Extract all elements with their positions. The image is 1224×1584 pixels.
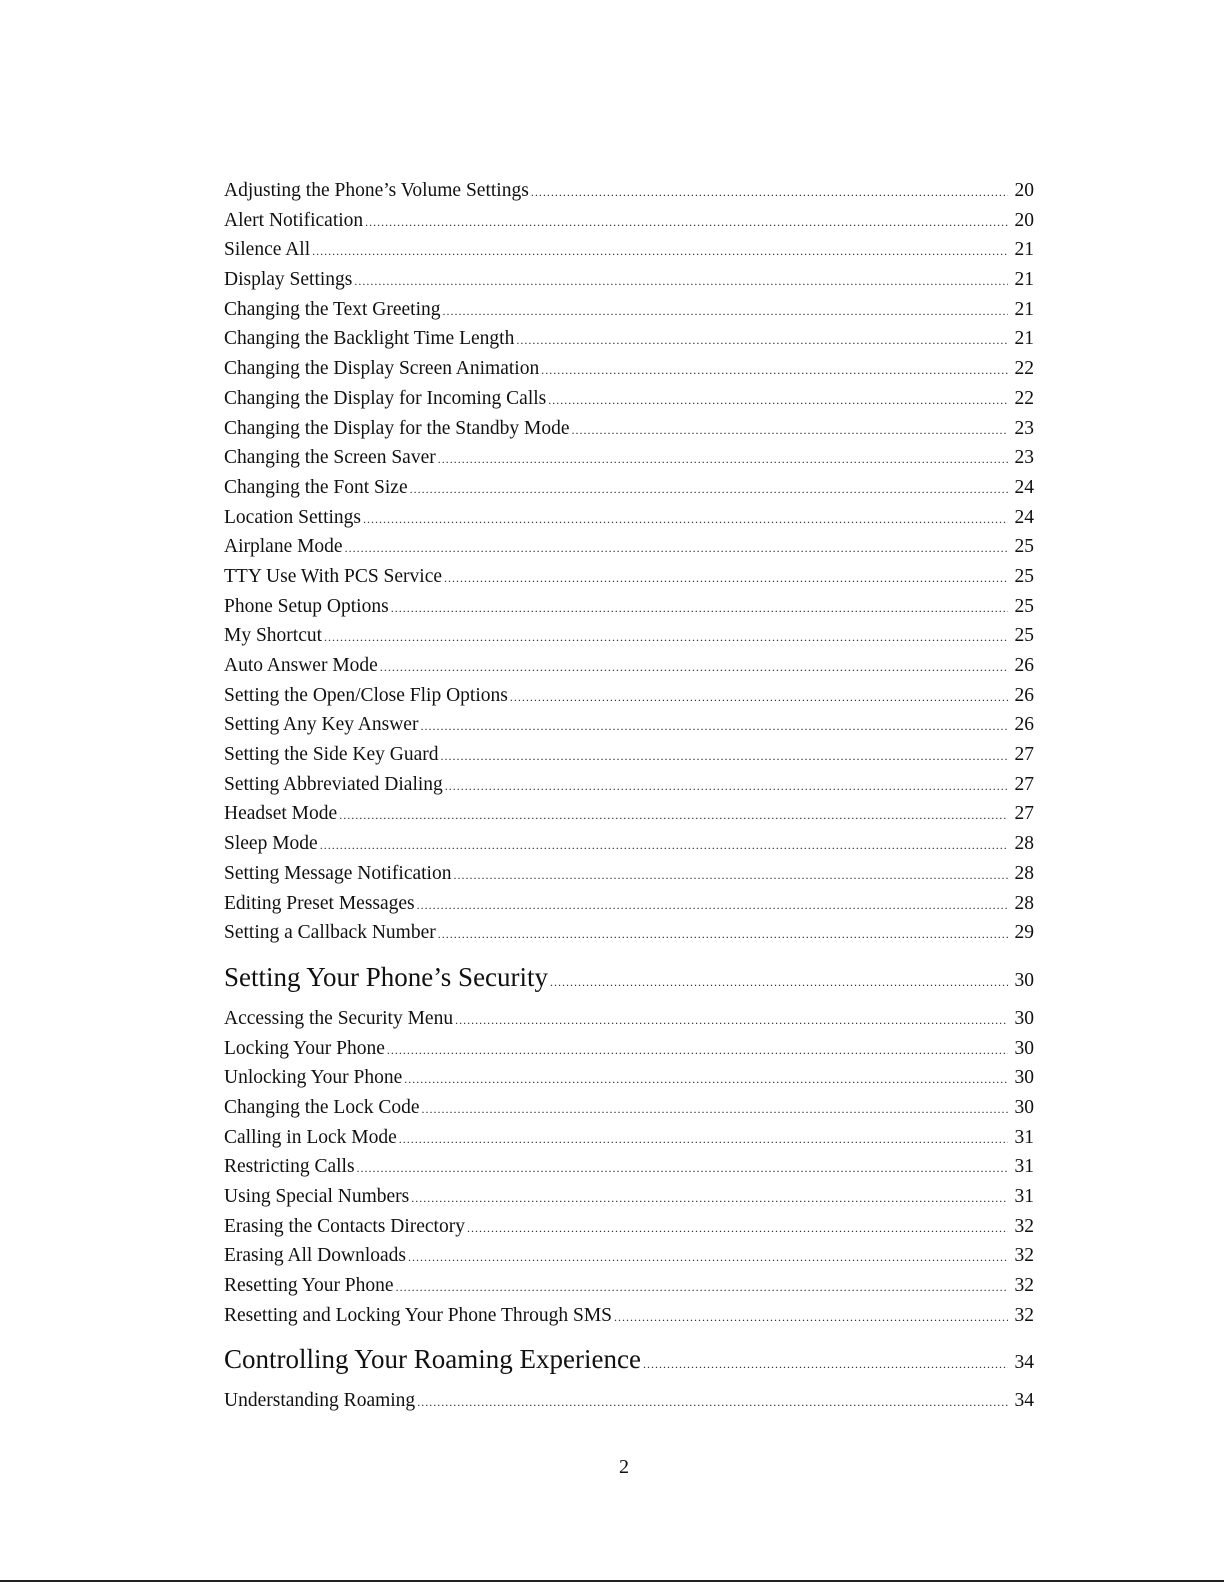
toc-entry[interactable] [224, 681, 1034, 711]
toc-entry[interactable] [224, 1271, 1034, 1301]
toc-entry-title: Changing the Font Size [224, 476, 408, 498]
toc-entry[interactable] [224, 1182, 1034, 1212]
toc-entry-page: 25 [1014, 565, 1034, 587]
toc-entry-title: Changing the Text Greeting [224, 298, 441, 320]
toc-entry-title: Resetting Your Phone [224, 1275, 394, 1297]
dot-leader [445, 772, 1008, 802]
toc-entry-page: 25 [1014, 536, 1034, 558]
toc-entry[interactable] [224, 799, 1034, 829]
toc-entry-title: Adjusting the Phone’s Volume Settings [224, 180, 529, 201]
toc-entry[interactable] [224, 859, 1034, 889]
toc-entry[interactable] [224, 473, 1034, 503]
dot-leader [510, 683, 1008, 713]
dot-leader [399, 1125, 1008, 1155]
toc-section-title: Setting Your Phone’s Security [224, 961, 549, 992]
toc-entry-page: 23 [1014, 447, 1034, 469]
dot-leader [420, 712, 1008, 742]
toc-entry[interactable] [224, 562, 1034, 592]
dot-leader [345, 534, 1008, 564]
toc-entry[interactable] [224, 1152, 1034, 1182]
toc-entry[interactable] [224, 503, 1034, 533]
toc-entry[interactable] [224, 651, 1034, 681]
toc-entry-title: Setting Abbreviated Dialing [224, 773, 443, 795]
toc-entry-title: Setting a Callback Number [224, 922, 436, 944]
toc-section-page: 30 [1014, 969, 1034, 991]
page-edge-line [0, 1580, 1224, 1582]
dot-leader [365, 208, 1008, 238]
toc-entry-title: Erasing All Downloads [224, 1245, 406, 1267]
toc-entry-title: Headset Mode [224, 803, 338, 825]
toc-entry[interactable] [224, 384, 1034, 414]
dot-leader [417, 1388, 1008, 1418]
table-of-contents [224, 176, 1034, 1416]
toc-entry-page: 32 [1014, 1245, 1034, 1267]
dot-leader [531, 178, 1008, 208]
toc-entry-title: Changing the Screen Saver [224, 447, 436, 469]
toc-entry-page: 21 [1014, 239, 1034, 261]
dot-leader [324, 623, 1008, 653]
toc-entry-page: 24 [1014, 506, 1034, 528]
page-number: 2 [619, 1456, 629, 1478]
toc-entry-page: 32 [1014, 1215, 1034, 1237]
toc-entry[interactable] [224, 295, 1034, 325]
dot-leader [363, 505, 1008, 535]
toc-entry-page: 23 [1014, 417, 1034, 439]
toc-entry[interactable] [224, 235, 1034, 265]
toc-entry[interactable] [224, 1004, 1034, 1034]
dot-leader [467, 1214, 1008, 1244]
dot-leader [320, 831, 1008, 861]
toc-entry-page: 34 [1014, 1390, 1034, 1412]
toc-entry[interactable] [224, 532, 1034, 562]
toc-entry[interactable] [224, 1301, 1034, 1331]
toc-entry[interactable] [224, 770, 1034, 800]
dot-leader [380, 653, 1008, 683]
toc-entry-title: Resetting and Locking Your Phone Through SMS [224, 1304, 613, 1326]
toc-entry-page: 31 [1014, 1126, 1034, 1148]
dot-leader [516, 326, 1008, 356]
toc-entry-title: Changing the Display for Incoming Calls [224, 387, 547, 409]
dot-leader [312, 237, 1008, 267]
toc-entry-title: My Shortcut [224, 625, 323, 647]
dot-leader [422, 1095, 1008, 1125]
dot-leader [443, 297, 1008, 327]
toc-entry-page: 20 [1014, 209, 1034, 231]
dot-leader [438, 445, 1008, 475]
toc-section-page: 34 [1014, 1352, 1034, 1374]
toc-entry-title: Using Special Numbers [224, 1186, 410, 1207]
toc-entry[interactable] [224, 740, 1034, 770]
toc-entry[interactable] [224, 592, 1034, 622]
toc-entry-page: 21 [1014, 328, 1034, 350]
dot-leader [396, 1273, 1008, 1303]
toc-entry[interactable] [224, 265, 1034, 295]
dot-leader [411, 1184, 1008, 1214]
toc-entry[interactable] [224, 1123, 1034, 1153]
dot-leader [440, 742, 1008, 772]
toc-section-title: Controlling Your Roaming Experience [224, 1344, 641, 1375]
toc-entry-title: Changing the Display for the Standby Mode [224, 417, 570, 439]
toc-section-heading[interactable] [224, 950, 1034, 1005]
toc-entry-page: 26 [1014, 714, 1034, 736]
toc-entry-page: 28 [1014, 862, 1034, 884]
toc-entry-title: TTY Use With PCS Service [224, 565, 443, 587]
toc-entry-page: 28 [1014, 892, 1034, 914]
toc-entry-page: 20 [1014, 180, 1034, 201]
dot-leader [541, 356, 1008, 386]
toc-entry-title: Accessing the Security Menu [224, 1007, 454, 1029]
toc-entry[interactable] [224, 1386, 1034, 1416]
toc-entry-page: 27 [1014, 744, 1034, 766]
toc-entry-page: 26 [1014, 655, 1034, 676]
dot-leader [404, 1065, 1008, 1095]
dot-leader [548, 386, 1008, 416]
toc-entry-page: 30 [1014, 1067, 1034, 1089]
toc-entry-title: Unlocking Your Phone [224, 1067, 403, 1089]
dot-leader [408, 1243, 1008, 1273]
toc-entry[interactable] [224, 621, 1034, 651]
toc-entry-page: 31 [1014, 1156, 1034, 1178]
toc-entry-title: Understanding Roaming [224, 1390, 416, 1412]
toc-entry[interactable] [224, 206, 1034, 236]
toc-entry-page: 24 [1014, 476, 1034, 498]
toc-entry-title: Erasing the Contacts Directory [224, 1215, 465, 1237]
dot-leader [550, 955, 1008, 1010]
toc-entry-title: Silence All [224, 239, 311, 261]
toc-entry[interactable] [224, 1241, 1034, 1271]
dot-leader [455, 1006, 1008, 1036]
toc-entry-title: Location Settings [224, 506, 362, 528]
toc-entry-page: 32 [1014, 1304, 1034, 1326]
dot-leader [438, 920, 1008, 950]
toc-entry-title: Changing the Backlight Time Length [224, 328, 515, 350]
toc-entry-title: Changing the Display Screen Animation [224, 358, 540, 380]
toc-entry-page: 30 [1014, 1037, 1034, 1059]
toc-entry-title: Display Settings [224, 269, 353, 291]
dot-leader [391, 594, 1008, 624]
toc-entry-page: 21 [1014, 298, 1034, 320]
toc-entry-title: Editing Preset Messages [224, 892, 415, 914]
toc-entry-page: 26 [1014, 684, 1034, 706]
toc-entry[interactable] [224, 414, 1034, 444]
toc-entry-title: Setting Message Notification [224, 862, 452, 884]
toc-entry[interactable] [224, 324, 1034, 354]
toc-entry[interactable] [224, 176, 1034, 206]
toc-entry-title: Alert Notification [224, 209, 364, 231]
toc-entry-title: Setting the Side Key Guard [224, 744, 439, 766]
toc-entry-title: Calling in Lock Mode [224, 1126, 397, 1148]
toc-entry-page: 29 [1014, 922, 1034, 944]
toc-entry-page: 31 [1014, 1186, 1034, 1207]
toc-entry-title: Restricting Calls [224, 1156, 355, 1178]
dot-leader [417, 891, 1008, 921]
dot-leader [572, 416, 1008, 446]
toc-entry-page: 25 [1014, 595, 1034, 617]
toc-entry-page: 22 [1014, 358, 1034, 380]
dot-leader [339, 801, 1008, 831]
toc-entry-title: Locking Your Phone [224, 1037, 385, 1059]
toc-entry-title: Phone Setup Options [224, 595, 389, 617]
toc-entry-title: Auto Answer Mode [224, 655, 378, 676]
toc-entry[interactable] [224, 1063, 1034, 1093]
toc-entry[interactable] [224, 1034, 1034, 1064]
toc-entry[interactable] [224, 1093, 1034, 1123]
toc-entry[interactable] [224, 443, 1034, 473]
toc-entry-page: 25 [1014, 625, 1034, 647]
toc-entry-title: Changing the Lock Code [224, 1096, 420, 1118]
toc-entry[interactable] [224, 829, 1034, 859]
dot-leader [357, 1154, 1008, 1184]
toc-entry-page: 22 [1014, 387, 1034, 409]
toc-section-heading[interactable] [224, 1332, 1034, 1387]
toc-entry-title: Setting the Open/Close Flip Options [224, 684, 508, 706]
dot-leader [387, 1036, 1008, 1066]
toc-entry-page: 27 [1014, 803, 1034, 825]
dot-leader [354, 267, 1008, 297]
toc-entry-title: Setting Any Key Answer [224, 714, 419, 736]
toc-entry-page: 30 [1014, 1007, 1034, 1029]
dot-leader [410, 475, 1008, 505]
toc-entry-page: 32 [1014, 1275, 1034, 1297]
toc-entry-title: Sleep Mode [224, 833, 318, 855]
toc-entry-page: 28 [1014, 833, 1034, 855]
dot-leader [453, 861, 1008, 891]
toc-entry-page: 30 [1014, 1096, 1034, 1118]
dot-leader [444, 564, 1008, 594]
toc-entry[interactable] [224, 354, 1034, 384]
toc-entry[interactable] [224, 889, 1034, 919]
toc-entry[interactable] [224, 1212, 1034, 1242]
dot-leader [643, 1337, 1008, 1392]
dot-leader [614, 1303, 1008, 1333]
toc-entry[interactable] [224, 710, 1034, 740]
toc-entry[interactable] [224, 918, 1034, 948]
toc-entry-title: Airplane Mode [224, 536, 343, 558]
toc-entry-page: 21 [1014, 269, 1034, 291]
toc-entry-page: 27 [1014, 773, 1034, 795]
